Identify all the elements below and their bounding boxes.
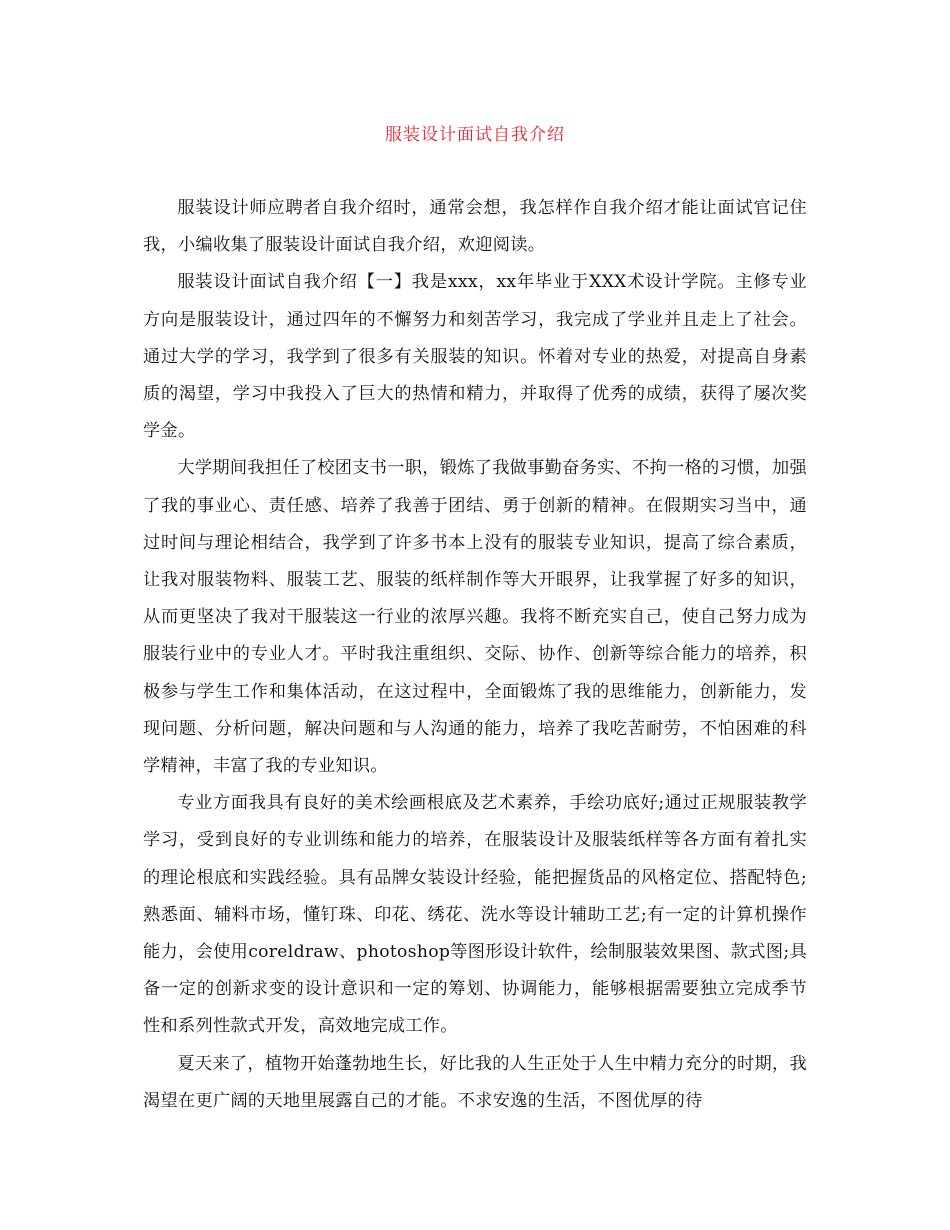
paragraph-university: 大学期间我担任了校团支书一职，锻炼了我做事勤奋务实、不拘一格的习惯，加强了我的事业心、责任感、培养了我善于团结、勇于创新的精神。在假期实习当中，通过时间与理论相结合，我学到了许多书本上没有的服装专业知识，提高了综合素质，让我对服装物料、服装工艺、服装的纸样制作等大开眼界，让我掌握了好多的知识，从而更坚决了我对干服装这一行业的浓厚兴趣。我将不断充实自己，使自己努力成为服装行业中的专业人才。平时我注重组织、交际、协作、创新等综合能力的培养，积极参与学生工作和集体活动，在这过程中，全面锻炼了我的思维能力，创新能力，发现问题、分析问题，解决问题和与人沟通的能力，培养了我吃苦耐劳，不怕困难的科学精神，丰富了我的专业知识。 <box>143 458 807 777</box>
document-body <box>143 190 807 1120</box>
document-title: 服装设计面试自我介绍 <box>385 125 565 145</box>
paragraph-intro: 服装设计师应聘者自我介绍时，通常会想，我怎样作自我介绍才能让面试官记住我，小编收集了服装设计面试自我介绍，欢迎阅读。 <box>143 198 807 256</box>
paragraph-introduction-one: 服装设计面试自我介绍【一】我是xxx，xx年毕业于XXX术设计学院。主修专业方向是服装设计，通过四年的不懈努力和刻苦学习，我完成了学业并且走上了社会。通过大学的学习，我学到了很多有关服装的知识。怀着对专业的热爱，对提高自身素质的渴望，学习中我投入了巨大的热情和精力，并取得了优秀的成绩，获得了屡次奖学金。 <box>143 272 807 442</box>
paragraph-summer: 夏天来了，植物开始蓬勃地生长，好比我的人生正处于人生中精力充分的时期，我渴望在更广阔的天地里展露自己的才能。不求安逸的生活，不图优厚的待 <box>143 1053 807 1111</box>
paragraph-professional-skills: 专业方面我具有良好的美术绘画根底及艺术素养，手绘功底好;通过正规服装教学学习，受到良好的专业训练和能力的培养，在服装设计及服装纸样等各方面有着扎实的理论根底和实践经验。具有品牌女装设计经验，能把握货品的风格定位、搭配特色;熟悉面、辅料市场，懂钉珠、印花、绣花、洗水等设计辅助工艺;有一定的计算机操作能力，会使用coreldraw、photoshop等图形设计软件，绘制服装效果图、款式图;具备一定的创新求变的设计意识和一定的筹划、协调能力，能够根据需要独立完成季节性和系列性款式开发，高效地完成工作。 <box>143 793 807 1037</box>
